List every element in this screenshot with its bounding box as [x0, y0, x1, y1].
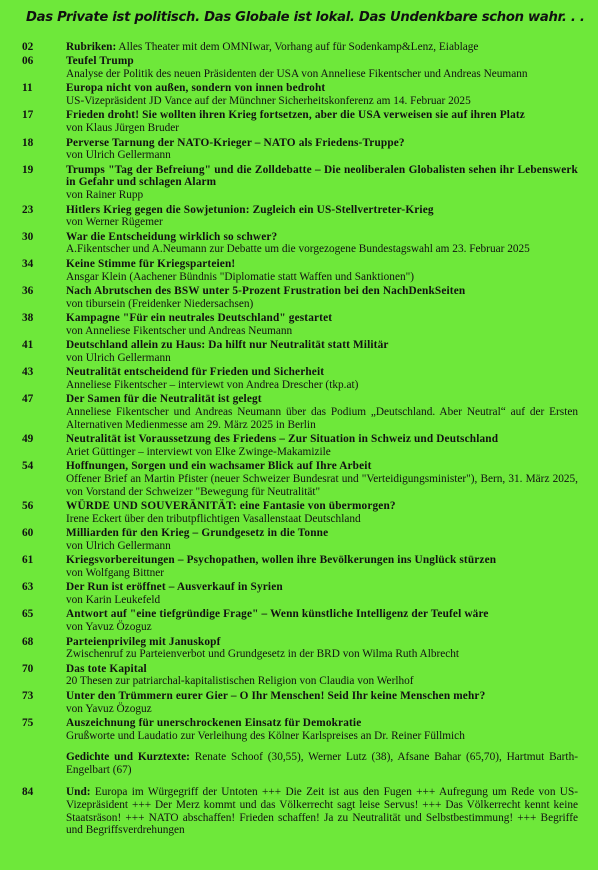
toc-entry [22, 164, 578, 202]
page-number [22, 751, 66, 777]
entry-title: Kriegsvorbereitungen – Psychopathen, wollen ihre Bevölkerungen ins Unglück stürzen [66, 554, 497, 567]
entry-subtitle: Analyse der Politik des neuen Präsidenten der USA von Anneliese Fikentscher und Andreas Neumann [66, 68, 528, 81]
entry-subtitle: von tibursein (Freidenker Niedersachsen) [66, 297, 254, 310]
entry-body [66, 393, 578, 431]
page-number: 70 [22, 662, 34, 675]
entry-text: Alles Theater mit dem OMNIwar, Vorhang auf für Sodenkamp&Lenz, Eiablage [118, 41, 479, 53]
entry-body [66, 527, 578, 553]
toc-entry [22, 366, 578, 392]
entry-body [66, 285, 578, 311]
toc-entry [22, 339, 578, 365]
page-number: 38 [22, 311, 34, 324]
toc-entry [22, 285, 578, 311]
entry-title: War die Entscheidung wirklich so schwer? [66, 230, 278, 243]
toc-entry [22, 393, 578, 431]
page-number: 84 [22, 786, 34, 799]
entry-title: Der Samen für die Neutralität ist gelegt [66, 393, 262, 406]
toc-entry [22, 231, 578, 257]
toc-entry [22, 636, 578, 662]
entry-title: Neutralität entscheidend für Frieden und Sicherheit [66, 366, 325, 379]
entry-title: Neutralität ist Voraussetzung des Friedens – Zur Situation in Schweiz und Deutschland [66, 433, 499, 446]
page-number: 34 [22, 257, 34, 270]
entry-subtitle: von Ulrich Gellermann [66, 351, 171, 364]
toc-entry [22, 204, 578, 230]
entry-text: Renate Schoof (30,55), Werner Lutz (38), Afsane Bahar (65,70), Hartmut Barth-Engelbart (67) [66, 751, 578, 777]
entry-body [66, 164, 578, 202]
page-number: 23 [22, 203, 34, 216]
page-number: 02 [22, 41, 34, 53]
entry-subtitle: von Werner Rügemer [66, 216, 163, 229]
entry-title: Kampagne "Für ein neutrales Deutschland" gestartet [66, 311, 333, 324]
toc-entry [22, 137, 578, 163]
entry-title: Keine Stimme für Kriegsparteien! [66, 257, 236, 270]
entry-subtitle: von Yavuz Özoguz [66, 621, 152, 634]
entry-subtitle: Grußworte und Laudatio zur Verleihung des Kölner Karlspreises an Dr. Reiner Füllmich [66, 729, 465, 742]
entry-body [66, 554, 578, 580]
entry-title: Das tote Kapital [66, 662, 147, 675]
toc-entry [22, 55, 578, 81]
page-header: Das Private ist politisch. Das Globale ist lokal. Das Undenkbare schon wahr. . . [26, 10, 585, 25]
entry-subtitle: von Klaus Jürgen Bruder [66, 122, 180, 135]
page-number: 36 [22, 284, 34, 297]
page-number: 47 [22, 393, 34, 406]
entry-title: Der Run ist eröffnet – Ausverkauf in Syrien [66, 581, 283, 594]
toc-entry [22, 717, 578, 743]
table-of-contents [22, 41, 578, 837]
entry-title: WÜRDE UND SOUVERÄNITÄT: eine Fantasie von übermorgen? [66, 500, 396, 513]
page-number: 63 [22, 581, 34, 594]
toc-entry [22, 109, 578, 135]
entry-title: Unter den Trümmern eurer Gier – O Ihr Menschen! Seid Ihr keine Menschen mehr? [66, 689, 486, 702]
page-number: 19 [22, 163, 34, 176]
entry-body [66, 690, 578, 716]
page-number: 18 [22, 136, 34, 149]
entry-subtitle: Anneliese Fikentscher – interviewt von Andrea Drescher (tkp.at) [66, 378, 359, 391]
entry-title: Perverse Tarnung der NATO-Krieger – NATO als Friedens-Truppe? [66, 136, 405, 149]
entry-body [66, 41, 578, 54]
entry-subtitle: von Wolfgang Bittner [66, 567, 165, 580]
entry-body [66, 231, 578, 257]
entry-subtitle: von Ulrich Gellermann [66, 149, 171, 162]
toc-entry [22, 500, 578, 526]
entry-body [66, 312, 578, 338]
toc-entry [22, 663, 578, 689]
toc-entry [22, 460, 578, 498]
entry-subtitle: Anneliese Fikentscher und Andreas Neumann über das Podium „Deutschland. Aber Neutral“ auf der Ersten Alternativen Medienmesse am 29. März 2025 in Berlin [66, 406, 578, 431]
toc-entry [22, 312, 578, 338]
entry-subtitle: 20 Thesen zur patriarchal-kapitalistischen Religion von Claudia von Werlhof [66, 675, 414, 688]
page-number: 65 [22, 608, 34, 621]
page-number: 60 [22, 527, 34, 540]
entry-title: Hoffnungen, Sorgen und ein wachsamer Blick auf Ihre Arbeit [66, 460, 372, 473]
page-number: 56 [22, 500, 34, 513]
entry-body [66, 55, 578, 81]
entry-title: Teufel Trump [66, 55, 134, 68]
entry-body [66, 109, 578, 135]
toc-entry [22, 786, 578, 837]
page-number: 17 [22, 109, 34, 122]
entry-body [66, 751, 578, 777]
entry-subtitle: von Rainer Rupp [66, 189, 144, 202]
entry-subtitle: von Yavuz Özoguz [66, 702, 152, 715]
entry-lead: Und: [66, 786, 91, 799]
page-number: 43 [22, 366, 34, 379]
page-number: 54 [22, 460, 34, 473]
entry-text: Europa im Würgegriff der Untoten +++ Die Zeit ist aus den Fugen +++ Aufregung um Rede von US-Vizepräsident +++ Der Merz kommt und das Völkerrecht sagt leise Servus! +++ Das Völkerrecht kennt keine Staatsräson! +++ NATO abschaffen! Frieden schaffen! Ja zu Neutralität und Selbstbestimmung! +++ Begriffe und Begriffsverdrehungen [66, 786, 578, 837]
entry-subtitle: Irene Eckert über den tributpflichtigen Vasallenstaat Deutschland [66, 512, 361, 525]
entry-subtitle: von Anneliese Fikentscher und Andreas Neumann [66, 324, 293, 337]
toc-entry [22, 433, 578, 459]
entry-subtitle: A.Fikentscher und A.Neumann zur Debatte um die vorgezogene Bundestagswahl am 23. Februar 2025 [66, 243, 530, 256]
toc-entry [22, 608, 578, 634]
toc-entry [22, 554, 578, 580]
entry-lead: Gedichte und Kurztexte: [66, 751, 190, 764]
page-number: 75 [22, 716, 34, 729]
toc-entry [22, 751, 578, 777]
entry-body [66, 366, 578, 392]
entry-subtitle: Offener Brief an Martin Pfister (neuer Schweizer Bundesrat und "Verteidigungsminister"), Bern, 31. März 2025, von Vorstand der Schweizer "Bewegung für Neutralität" [66, 473, 578, 498]
entry-body [66, 137, 578, 163]
entry-body [66, 433, 578, 459]
page-number: 73 [22, 689, 34, 702]
entry-body [66, 717, 578, 743]
toc-entry [22, 258, 578, 284]
entry-subtitle: von Karin Leukefeld [66, 594, 161, 607]
entry-body [66, 460, 578, 498]
entry-subtitle: US-Vizepräsident JD Vance auf der Münchner Sicherheitskonferenz am 14. Februar 2025 [66, 95, 471, 108]
toc-entry [22, 690, 578, 716]
entry-subtitle: Zwischenruf zu Parteienverbot und Grundgesetz in der BRD von Wilma Ruth Albrecht [66, 648, 460, 661]
entry-body [66, 339, 578, 365]
entry-title: Parteienprivileg mit Januskopf [66, 635, 221, 648]
entry-title: Milliarden für den Krieg – Grundgesetz in die Tonne [66, 527, 329, 540]
entry-body [66, 500, 578, 526]
entry-title: Europa nicht von außen, sondern von innen bedroht [66, 82, 326, 95]
entry-body [66, 636, 578, 662]
entry-subtitle: von Ulrich Gellermann [66, 539, 171, 552]
page-number: 06 [22, 55, 34, 68]
entry-title: Trumps "Tag der Befreiung" und die Zolldebatte – Die neoliberalen Globalisten sehen ihr Lebenswerk in Gefahr und schlagen Alarm [66, 163, 578, 189]
entry-body [66, 663, 578, 689]
toc-entry [22, 581, 578, 607]
entry-body [66, 82, 578, 108]
entry-title: Hitlers Krieg gegen die Sowjetunion: Zugleich ein US-Stellvertreter-Krieg [66, 203, 434, 216]
entry-title: Antwort auf "eine tiefgründige Frage" – Wenn künstliche Intelligenz der Teufel wäre [66, 608, 489, 621]
entry-title: Nach Abrutschen des BSW unter 5-Prozent Frustration bei den NachDenkSeiten [66, 284, 466, 297]
page-number: 11 [22, 82, 33, 95]
page-number: 68 [22, 635, 34, 648]
toc-entry [22, 41, 578, 54]
entry-title: Auszeichnung für unerschrockenen Einsatz für Demokratie [66, 716, 362, 729]
entry-lead: Rubriken: [66, 41, 117, 53]
page-number: 41 [22, 339, 34, 352]
page-number: 30 [22, 230, 34, 243]
entry-body [66, 786, 578, 837]
entry-subtitle: Ansgar Klein (Aachener Bündnis "Diplomatie statt Waffen und Sanktionen") [66, 270, 414, 283]
entry-body [66, 608, 578, 634]
page-number: 61 [22, 554, 34, 567]
entry-subtitle: Ariet Güttinger – interviewt von Elke Zwinge-Makamizile [66, 445, 331, 458]
entry-body [66, 581, 578, 607]
toc-entry [22, 82, 578, 108]
entry-title: Frieden droht! Sie wollten ihren Krieg fortsetzen, aber die USA verweisen sie auf ihren Platz [66, 109, 525, 122]
entry-body [66, 258, 578, 284]
page-number: 49 [22, 433, 34, 446]
entry-body [66, 204, 578, 230]
toc-entry [22, 527, 578, 553]
entry-title: Deutschland allein zu Haus: Da hilft nur Neutralität statt Militär [66, 339, 389, 352]
